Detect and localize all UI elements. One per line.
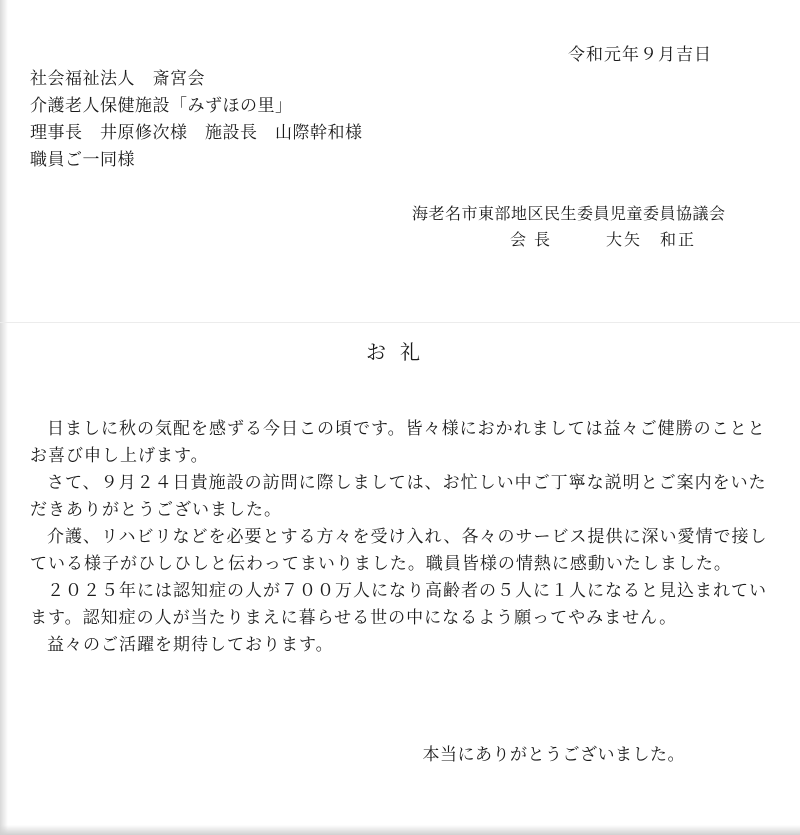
body-paragraph: さて、９月２４日貴施設の訪問に際しましては、お忙しい中ご丁寧な説明とご案内をいただきありがとうございました。: [30, 473, 767, 520]
addressee-line: 社会福祉法人 斎宮会: [30, 69, 205, 89]
scan-edge-shadow: [0, 825, 800, 835]
addressee-line: 職員ご一同様: [30, 150, 135, 170]
sender-organization: 海老名市東部地区民生委員児童委員協議会: [412, 204, 726, 223]
addressee-block: [30, 66, 363, 174]
sender-block: [412, 201, 726, 253]
addressee-line: 介護老人保健施設「みずほの里」: [30, 96, 293, 116]
letter-body: [30, 416, 770, 659]
body-paragraph: 益々のご活躍を期待しております。: [47, 635, 334, 655]
body-paragraph: 介護、リハビリなどを必要とする方々を受け入れ、各々のサービス提供に深い愛情で接している様子がひしひしと伝わってまいりました。職員皆様の情熱に感動いたしました。: [30, 527, 768, 574]
paper-fold-line: [0, 322, 800, 323]
sender-title: 会長: [510, 230, 559, 249]
letter-heading: お礼: [366, 340, 434, 364]
closing-line: 本当にありがとうございました。: [422, 745, 685, 765]
body-paragraph: 日ましに秋の気配を感ずる今日この頃です。皆々様におかれましては益々ご健勝のこととお喜び申し上げます。: [30, 419, 766, 466]
letter-date: 令和元年９月吉日: [568, 45, 712, 65]
addressee-line: 理事長 井原修次様 施設長 山際幹和様: [30, 123, 363, 143]
scan-edge-shadow: [0, 0, 8, 835]
sender-representative: [412, 227, 726, 253]
sender-name: 大矢 和正: [606, 230, 697, 249]
body-paragraph: ２０２５年には認知症の人が７００万人になり高齢者の５人に１人になると見込まれています。認知症の人が当たりまえに暮らせる世の中になるよう願ってやみません。: [30, 581, 767, 628]
